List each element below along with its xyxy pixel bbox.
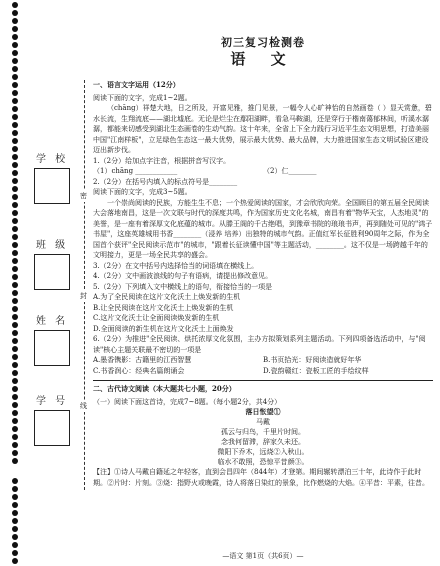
q5-option-b[interactable]: B.让全民阅读在这片文化沃土上焕发新的生机 [93, 303, 234, 312]
q5-option-c[interactable]: C.这片文化沃土让全面阅读焕发新的生机 [93, 314, 220, 322]
q6-option-b[interactable]: B.书页拾光：好阅读造就好年华 [263, 356, 362, 364]
passage-2: 一个崇尚阅读的民族，方能生生不息；一个热爱阅读的国家，才会欣欣向荣。全国顾目的第五届全民阅读大会落地南昌，这是一次文联与时代的深度共鸣，作为国家历史文化名城，南昌有着"物华天宝，人杰地灵"的美誉，是一座有着深厚文化底蕴的城市。从滕王阁的千古绝唱，到豫章书院的琅琅书声，再到随处可见的"鸿子书屋"，这座英雄城用书香________（浸养 培养）出独特的城市气韵。正值红军长征胜利90周年之际，作为全国首个获评"全民阅读示范市"的城市，"跟着长征读懂中国"等主题活动，________。这不仅是一场跨越千年的文明接力，更是一场全民共享的盛会。 [93, 198, 433, 259]
name-label: 姓 名 [36, 316, 69, 327]
section1-intro-2: 阅读下面的文字，完成3~5题。 [93, 188, 192, 196]
school-label: 学 校 [36, 154, 69, 165]
number-field[interactable] [34, 410, 70, 446]
q6-option-a[interactable]: A.墨香镌影：古籍里的江西智慧 [93, 356, 192, 364]
question-6: 6.（2分）为推进"全民阅读、烘托浓厚文化氛围，主办方拟策划系列主题活动。下列四项备选活动中，与"阅读"核心主题关联最不密切的一项是 [93, 335, 426, 354]
exam-body [93, 78, 433, 488]
class-label: 班 级 [36, 240, 69, 251]
q1-answer-a[interactable]: （1）chāng ____________ [93, 167, 178, 175]
q5-option-d[interactable]: D.全面阅读的新生机在这片文化沃土上面焕发 [93, 324, 234, 333]
subject-title: 语 文 [230, 50, 296, 68]
q6-option-c[interactable]: C.书香润心：经典名篇朗诵会 [93, 366, 185, 375]
question-1-answers [93, 166, 433, 177]
number-label: 学 号 [36, 396, 69, 407]
q6-option-d[interactable]: D.瓷韵赣红：瓷板工匠的手绘纹样 [263, 366, 369, 375]
name-field[interactable] [34, 330, 70, 366]
poem-line: 临水不敢照，恐惊平昔颜③。 [217, 458, 309, 466]
poem-line: 念我何留滞，辞家久未还。 [221, 438, 305, 446]
poem-line: 微阳下乔木，远烧②入秋山。 [217, 448, 309, 456]
poem-note: 【注】①诗人马戴自籍延之年轻客，直到会昌四年（844年）才登第。期间辗转漂泊三十年，此诗作于此时期。②片时：片刻。③烧：指野火或晚霞，诗人将落日染红的景象，比作燃烧的大焰。④平昔：平素，往昔。 [93, 468, 429, 487]
section2-heading: 二、古代诗文阅读（本大题共七小题，20分） [93, 384, 236, 393]
section1-heading: 一、语言文字运用（12分） [93, 80, 180, 89]
section2-subheading: （一）阅读下面这首诗，完成7~8题。（每小题2分，共4分） [93, 397, 282, 406]
binding-margin [0, 0, 85, 566]
page-footer: —语文 第1页（共6页）— [222, 552, 304, 560]
poem-author: 马戴 [256, 418, 270, 426]
exam-title: 初三复习检测卷 [221, 36, 305, 49]
section1-intro: 阅读下面的文字，完成1~2题。 [93, 93, 192, 102]
binding-dots-top [2, 2, 28, 464]
passage-1: （chāng）祥楚大地，日之所及，开富见雅，推门见景，一幅令人心旷神怡的自然画卷（ ）显天赏惫，碧水长流，生翔流底——湖北墟底。无论是烂尘在鄢阳湖畔，看急马鞍湖，还是穿行于楷南蔼郁林间，听溪水潺潺，都能来切感受到湖北生态画卷的生动气韵。这十年来，全省上下全力践行习近平生态文明思想，打造美丽中国"江南样板"，立足绿色生态这一最大优势，展示最大优势、最大品牌，大力推进国家生态文明试验区建设迈出新步伐。 [93, 104, 432, 154]
seal-line [84, 80, 85, 490]
poem [93, 407, 433, 467]
binding-dots-bottom [2, 478, 28, 564]
section-divider [93, 380, 433, 381]
class-field[interactable] [34, 254, 70, 290]
poem-title: 落日怅望① [245, 407, 281, 416]
question-1: 1.（2分）给加点字注音，根据拼音写汉字。 [93, 156, 231, 165]
cut-mark-mi: 密 [80, 192, 87, 200]
question-5: 5.（2分）下列填入文中横线上的语句，衔接恰当的一项是 [93, 282, 273, 291]
question-4: 4.（2分）文中画波浪线的句子有语病，请提出修改意见。 [93, 272, 273, 280]
q5-option-a[interactable]: A.为了全民阅读在这片文化沃土上焕发新的生机 [93, 293, 241, 301]
q1-answer-b[interactable]: （2）仁________ [263, 167, 317, 175]
school-field[interactable] [34, 168, 70, 204]
cut-mark-feng: 封 [80, 292, 87, 300]
cut-mark-xian: 线 [80, 402, 87, 410]
question-3: 3.（2分）在文中括号内选择恰当的词语填在横线上。 [93, 261, 259, 270]
question-2: 2.（2分）在括号内填入的标点符号是________ [93, 177, 238, 186]
question-6-options [93, 355, 433, 376]
poem-line: 孤云与归鸟，千里片时间。 [221, 428, 305, 436]
